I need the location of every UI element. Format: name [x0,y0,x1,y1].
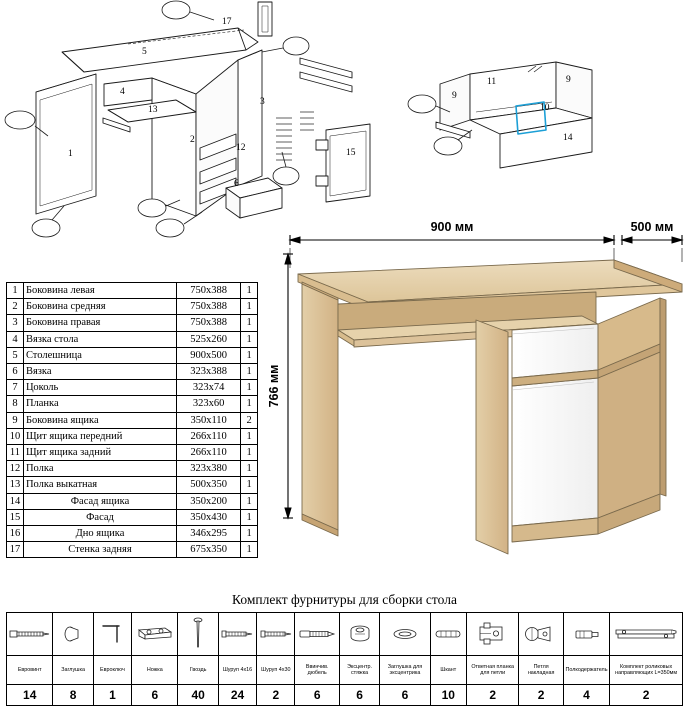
part-number: 5 [7,347,24,363]
hinge-mounting-plate-icon [466,613,518,656]
table-row [7,331,258,347]
exploded-assembly-diagram [0,0,689,245]
kit-item-name: Эксцентр. стяжка [339,656,379,685]
part-dimension: 750х388 [177,299,241,315]
part-quantity: 1 [241,461,258,477]
hardware-kit-table [6,612,683,706]
svg-text:14: 14 [563,133,573,143]
knob-holder-icon [563,613,609,656]
dimension-height-label: 766 мм [267,364,281,408]
kit-item-name: Гвоздь [178,656,218,685]
part-number: 3 [7,315,24,331]
svg-text:9: 9 [452,91,457,101]
kit-item-count: 24 [218,685,256,706]
part-quantity: 1 [241,283,258,299]
part-name: Планка [23,396,176,412]
part-name: Боковина левая [23,283,176,299]
svg-text:6: 6 [234,179,239,189]
svg-text:10: 10 [540,103,550,113]
part-name: Полка выкатная [23,477,176,493]
dimension-depth-label: 500 мм [630,220,674,234]
part-quantity: 1 [241,509,258,525]
parts-list-table [6,282,258,558]
part-quantity: 1 [241,364,258,380]
part-dimension: 350х110 [177,412,241,428]
table-row [7,461,258,477]
part-name: Полка [23,461,176,477]
kit-item-name: Полкодержатель [563,656,609,685]
desk-3d-render [262,218,689,578]
table-row [7,347,258,363]
table-row [7,542,258,558]
part-dimension: 900х500 [177,347,241,363]
part-number: 9 [7,412,24,428]
part-dimension: 675х350 [177,542,241,558]
part-number: 11 [7,445,24,461]
svg-text:11: 11 [487,77,497,87]
part-dimension: 266х110 [177,428,241,444]
kit-item-count: 40 [178,685,218,706]
part-dimension: 266х110 [177,445,241,461]
kit-item-name: Петля накладная [519,656,563,685]
table-row [7,509,258,525]
part-quantity: 1 [241,493,258,509]
kit-item-name: Шуруп 4х30 [257,656,295,685]
svg-text:3: 3 [260,97,265,107]
kit-item-count: 6 [339,685,379,706]
part-dimension: 323х388 [177,364,241,380]
euro-screw-icon [7,613,53,656]
table-row [7,526,258,542]
screw-4x30-icon [257,613,295,656]
dowel-icon [430,613,466,656]
table-row [7,283,258,299]
part-quantity: 1 [241,526,258,542]
kit-item-count: 2 [610,685,683,706]
nail-icon [178,613,218,656]
part-quantity: 1 [241,396,258,412]
table-row [7,412,258,428]
part-quantity: 1 [241,477,258,493]
kit-item-name: Ответная планка для петли [466,656,518,685]
kit-item-name: Заглушка [53,656,93,685]
table-row [7,315,258,331]
part-number: 1 [7,283,24,299]
part-dimension: 350х200 [177,493,241,509]
svg-text:1: 1 [68,149,73,159]
part-number: 14 [7,493,24,509]
svg-text:17: 17 [222,17,232,27]
part-quantity: 1 [241,299,258,315]
part-quantity: 1 [241,542,258,558]
table-row [7,445,258,461]
part-name: Дно ящика [23,526,176,542]
kit-item-name: Ножка [132,656,178,685]
part-quantity: 2 [241,412,258,428]
part-name: Стенка задняя [23,542,176,558]
kit-item-count: 2 [257,685,295,706]
kit-item-name: Евровинт [7,656,53,685]
kit-item-count: 8 [53,685,93,706]
dimension-width-label: 900 мм [430,220,474,234]
part-number: 8 [7,396,24,412]
hinge-icon [519,613,563,656]
part-number: 12 [7,461,24,477]
kit-item-name: Ввинчив. дюбель [295,656,339,685]
part-dimension: 350х430 [177,509,241,525]
part-number: 10 [7,428,24,444]
part-name: Щит ящика передний [23,428,176,444]
kit-item-count: 6 [380,685,430,706]
part-number: 6 [7,364,24,380]
part-name: Фасад ящика [23,493,176,509]
kit-item-name: Заглушка для эксцентрика [380,656,430,685]
euro-key-icon [93,613,131,656]
kit-item-name: Шуруп 4х16 [218,656,256,685]
part-dimension: 346х295 [177,526,241,542]
part-quantity: 1 [241,315,258,331]
part-quantity: 1 [241,380,258,396]
table-row [7,428,258,444]
screw-4x16-icon [218,613,256,656]
part-name: Вязка [23,364,176,380]
hardware-kit-title: Комплект фурнитуры для сборки стола [232,592,457,607]
kit-item-count: 10 [430,685,466,706]
svg-text:12: 12 [236,143,246,153]
svg-text:4: 4 [120,87,125,97]
part-number: 2 [7,299,24,315]
kit-item-count: 2 [519,685,563,706]
screw-in-dowel-icon [295,613,339,656]
parts-list-body [7,283,258,558]
kit-item-count: 1 [93,685,131,706]
table-row [7,299,258,315]
table-row [7,364,258,380]
kit-item-name: Шкант [430,656,466,685]
kit-item-count: 6 [132,685,178,706]
svg-text:2: 2 [190,135,195,145]
part-number: 13 [7,477,24,493]
part-name: Щит ящика задний [23,445,176,461]
part-name: Боковина средняя [23,299,176,315]
eccentric-tie-icon [339,613,379,656]
part-name: Боковина правая [23,315,176,331]
part-number: 16 [7,526,24,542]
furniture-leg-icon [132,613,178,656]
part-dimension: 500х350 [177,477,241,493]
part-number: 17 [7,542,24,558]
svg-text:15: 15 [346,148,356,158]
table-row [7,396,258,412]
cap-plug-icon [53,613,93,656]
svg-text:5: 5 [142,47,147,57]
part-number: 15 [7,509,24,525]
part-quantity: 1 [241,445,258,461]
svg-text:13: 13 [148,105,158,115]
kit-item-count: 6 [295,685,339,706]
part-name: Боковина ящика [23,412,176,428]
part-dimension: 323х380 [177,461,241,477]
svg-text:9: 9 [566,75,571,85]
part-name: Фасад [23,509,176,525]
part-quantity: 1 [241,428,258,444]
part-dimension: 323х60 [177,396,241,412]
part-name: Цоколь [23,380,176,396]
kit-item-count: 2 [466,685,518,706]
kit-item-name: Евроключ [93,656,131,685]
part-number: 4 [7,331,24,347]
part-number: 7 [7,380,24,396]
part-dimension: 750х388 [177,283,241,299]
roller-slides-icon [610,613,683,656]
part-dimension: 323х74 [177,380,241,396]
part-name: Столешница [23,347,176,363]
part-dimension: 750х388 [177,315,241,331]
part-dimension: 525х260 [177,331,241,347]
eccentric-cap-icon [380,613,430,656]
part-quantity: 1 [241,331,258,347]
kit-item-count: 4 [563,685,609,706]
kit-item-count: 14 [7,685,53,706]
table-row [7,380,258,396]
part-name: Вязка стола [23,331,176,347]
part-quantity: 1 [241,347,258,363]
kit-item-name: Комплект роликовых направляющих L=350мм [610,656,683,685]
table-row [7,493,258,509]
table-row [7,477,258,493]
